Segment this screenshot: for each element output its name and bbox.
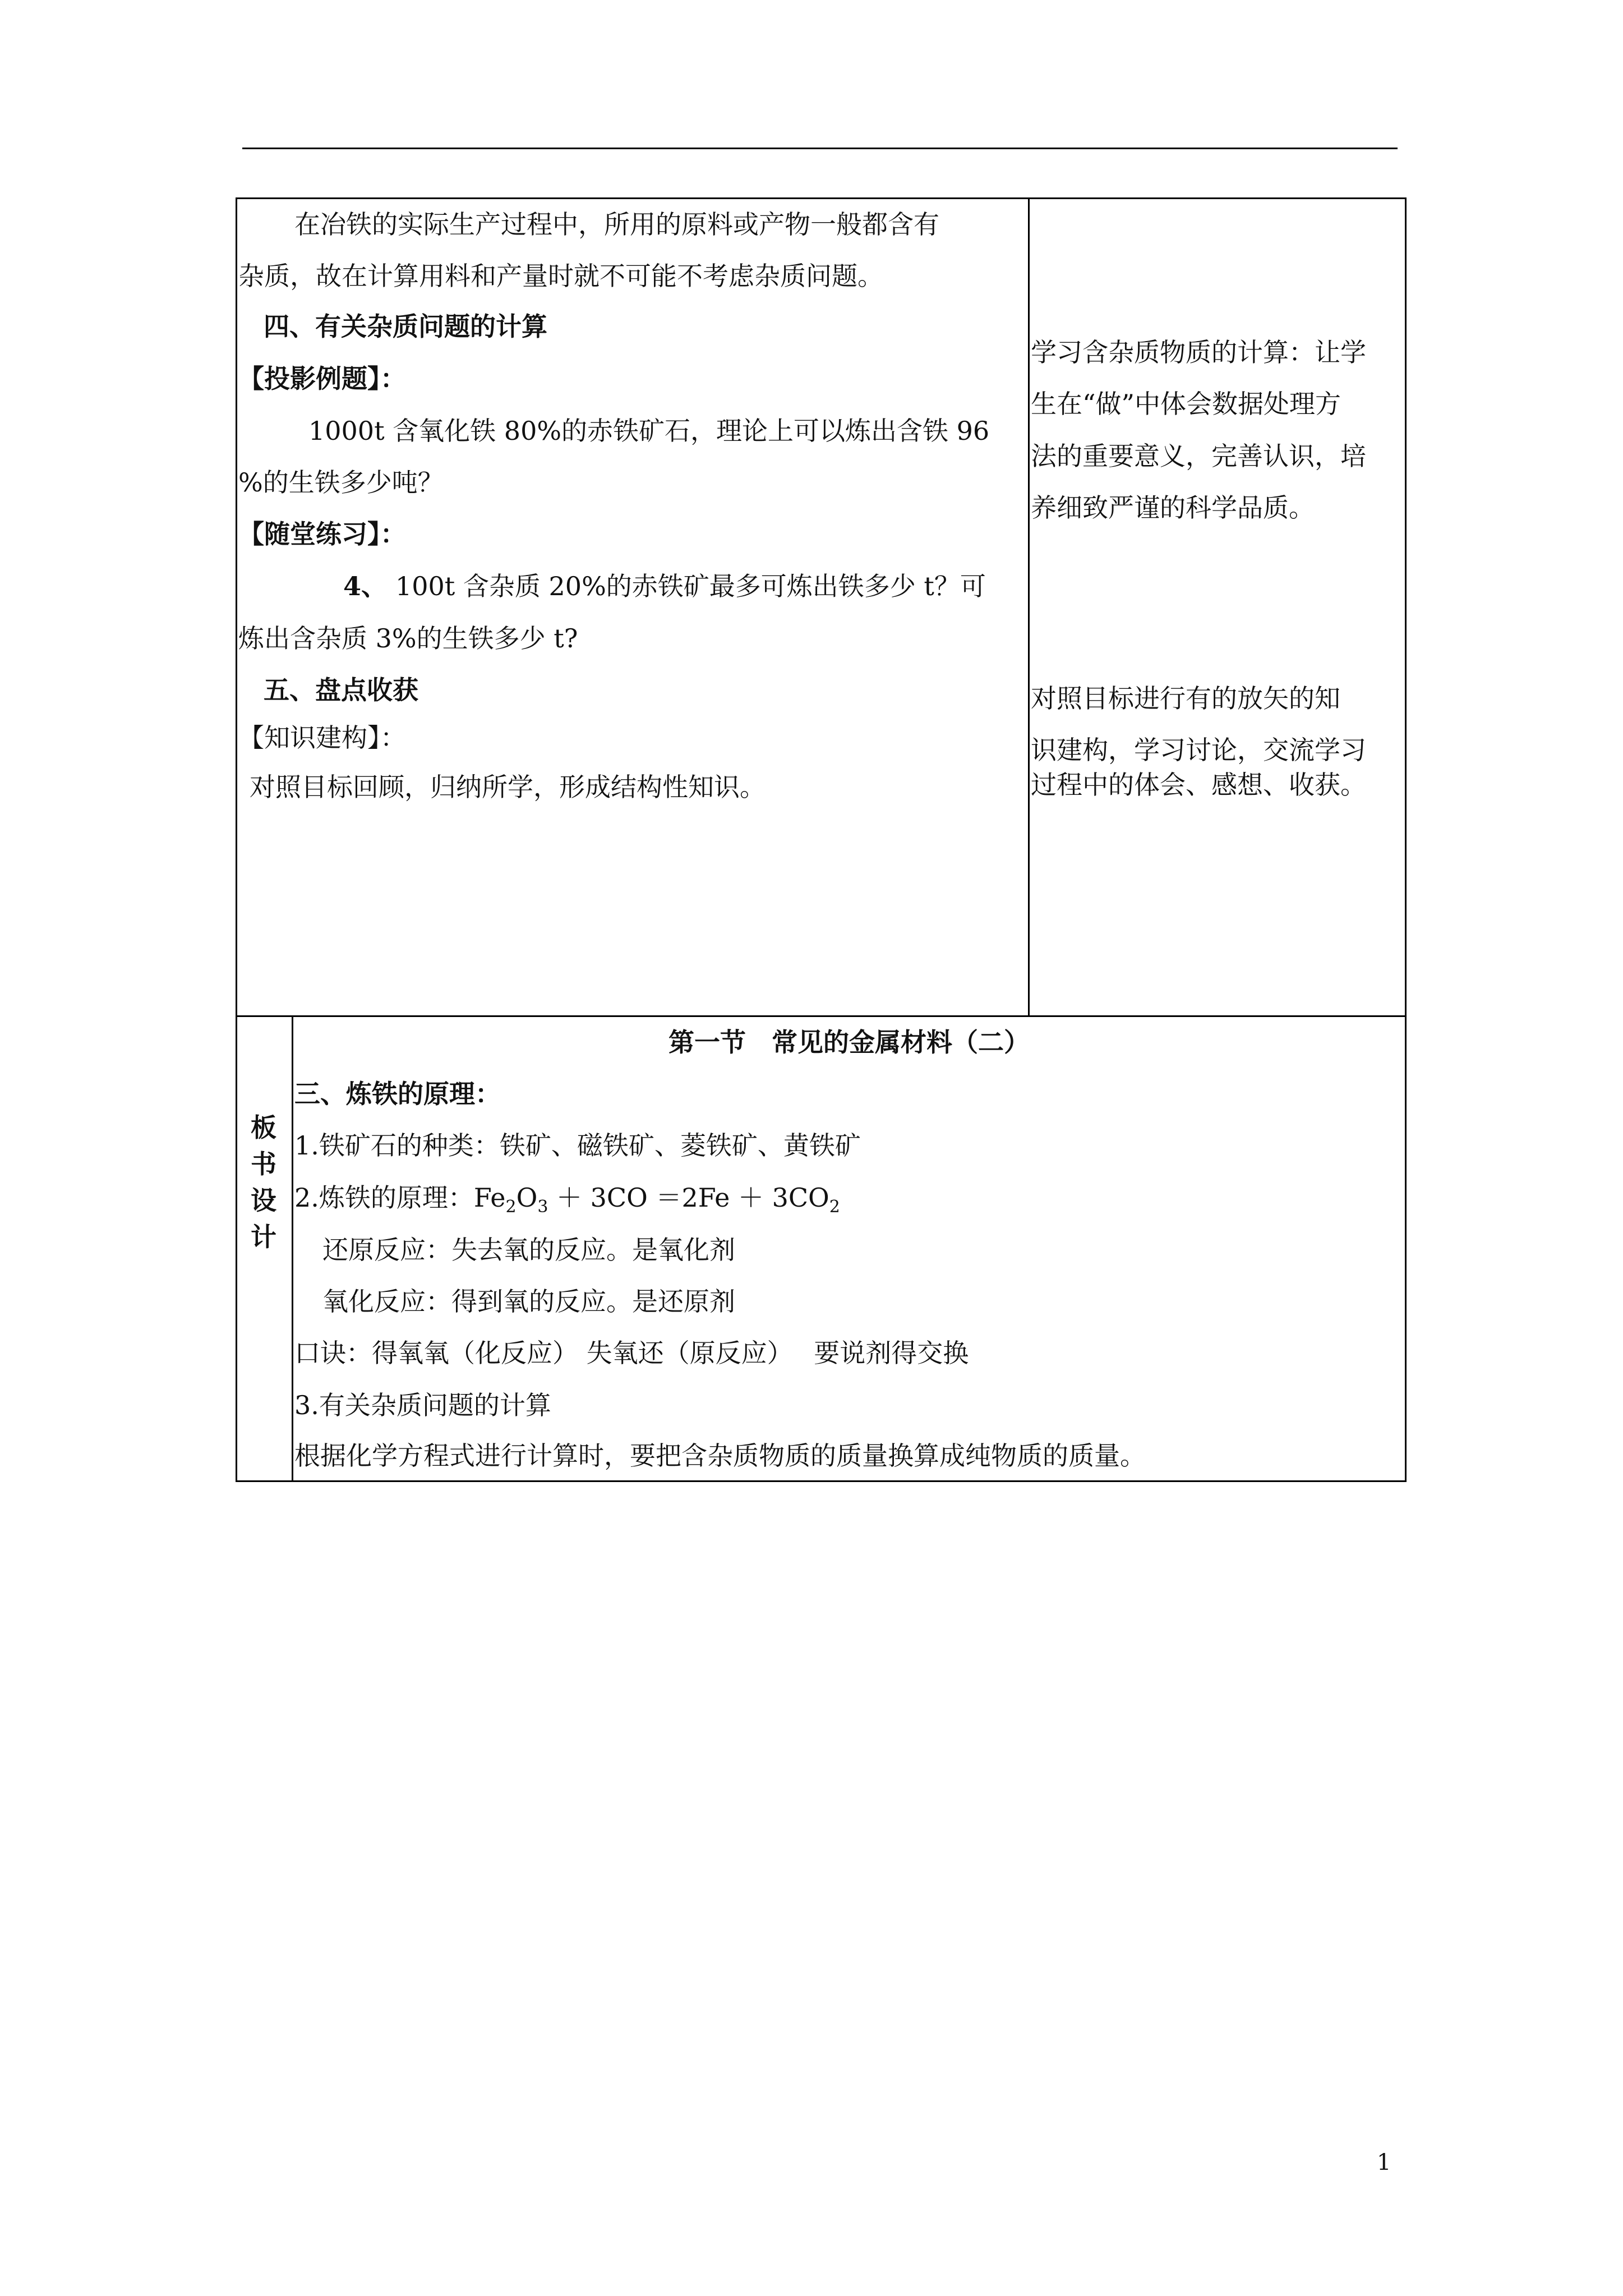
knowledge-label: 【知识建构】：: [238, 723, 406, 753]
board-conclusion: 根据化学方程式进行计算时，要把含杂质物质的质量换算成纯物质的质量。: [294, 1441, 1146, 1471]
note2-line2: 识建构，学习讨论，交流学习: [1031, 735, 1366, 765]
page-number: 1: [1377, 2150, 1391, 2175]
note1-line3: 法的重要意义，完善认识，培: [1031, 441, 1366, 471]
equation-subscript: 2: [829, 1197, 840, 1217]
equation-subscript: 2: [505, 1197, 517, 1217]
note2-line3: 过程中的体会、感想、收获。: [1031, 770, 1366, 800]
board-title: 第一节 常见的金属材料（二）: [668, 1027, 1030, 1057]
column-divider: [1028, 197, 1030, 1016]
equation-part: ＋ 3CO ＝2Fe ＋ 3CO: [548, 1182, 829, 1213]
board-item2-equation: [294, 1181, 840, 1224]
practice-line2: 炼出含杂质 3%的生铁多少 t?: [238, 623, 578, 654]
para1-line2: 杂质，故在计算用料和产量时就不可能不考虑杂质问题。: [238, 261, 883, 291]
board-item1: 1.铁矿石的种类：铁矿、磁铁矿、菱铁矿、黄铁矿: [294, 1130, 861, 1161]
practice-label: 【随堂练习】：: [238, 519, 406, 549]
mnemonic-line: 口诀：得氧氧（化反应） 失氧还（原反应） 要说剂得交换: [294, 1338, 969, 1368]
reduction-line: 还原反应：失去氧的反应。是氧化剂: [322, 1235, 735, 1265]
board-label-char: 设: [251, 1185, 276, 1216]
equation-prefix: 2.炼铁的原理：Fe: [294, 1182, 506, 1213]
example-line1: 1000t 含氧化铁 80%的赤铁矿石，理论上可以炼出含铁 96: [308, 416, 990, 446]
board-label-char: 书: [251, 1149, 276, 1179]
oxidation-line: 氧化反应：得到氧的反应。是还原剂: [322, 1286, 735, 1317]
equation-part: O: [516, 1182, 538, 1213]
section-divider: [236, 1015, 1407, 1017]
board-item3: 3.有关杂质问题的计算: [294, 1390, 551, 1420]
practice-line1: 100t 含杂质 20%的赤铁矿最多可炼出铁多少 t？可: [395, 571, 986, 601]
section-heading-4: 四、有关杂质问题的计算: [264, 311, 547, 342]
board-heading-3: 三、炼铁的原理：: [294, 1079, 501, 1109]
para1-line1: 在冶铁的实际生产过程中，所用的原料或产物一般都含有: [294, 209, 939, 240]
section-heading-5: 五、盘点收获: [264, 675, 418, 705]
equation-subscript: 3: [537, 1197, 548, 1217]
example-line2: %的生铁多少吨？: [238, 467, 444, 498]
header-rule: [242, 148, 1398, 149]
board-label-char: 板: [251, 1112, 276, 1143]
note1-line4: 养细致严谨的科学品质。: [1031, 493, 1315, 523]
example-label: 【投影例题】：: [238, 364, 406, 394]
note1-line2: 生在“做”中体会数据处理方: [1031, 389, 1341, 419]
practice-number: 4、: [343, 571, 388, 601]
note2-line1: 对照目标进行有的放矢的知: [1031, 683, 1340, 714]
board-label-char: 计: [251, 1222, 276, 1252]
knowledge-text: 对照目标回顾，归纳所学，形成结构性知识。: [250, 772, 766, 802]
note1-line1: 学习含杂质物质的计算：让学: [1031, 337, 1366, 367]
board-label-divider: [292, 1015, 293, 1482]
